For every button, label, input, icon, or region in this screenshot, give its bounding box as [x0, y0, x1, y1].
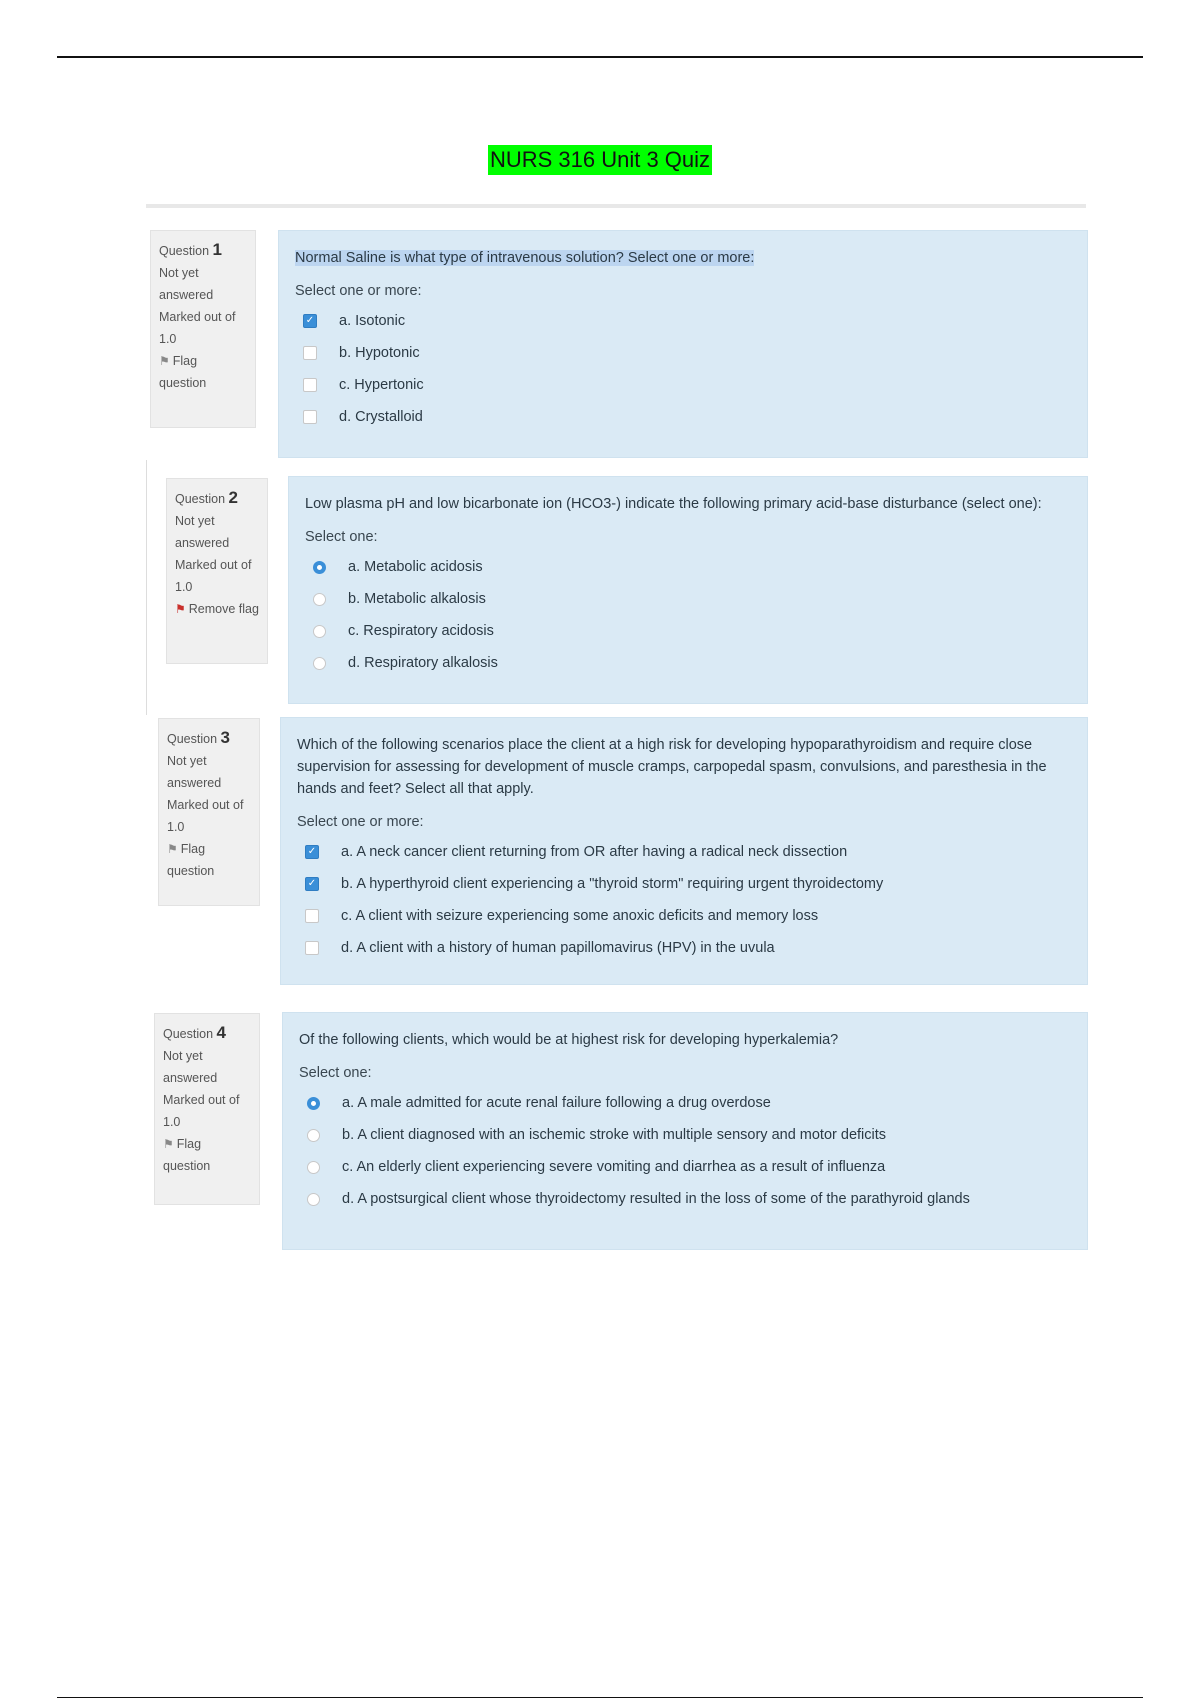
answer-option[interactable]: c. A client with seizure experiencing some anoxic deficits and memory loss — [297, 900, 1071, 932]
answer-option[interactable]: a. Metabolic acidosis — [305, 551, 1071, 583]
flag-icon: ⚑ — [175, 602, 186, 616]
question-text: Low plasma pH and low bicarbonate ion (HCO3-) indicate the following primary acid-base disturbance (select one): — [305, 496, 1042, 512]
question-info-1 — [150, 230, 256, 428]
question-number: Question 1 — [159, 240, 222, 259]
question-marked: Marked out of 1.0 — [167, 798, 244, 834]
remove-flag-link[interactable]: ⚑ Remove flag — [175, 602, 259, 616]
flag-icon: ⚑ — [167, 842, 178, 856]
question-status: Not yet answered — [159, 266, 214, 302]
radio-button[interactable] — [313, 657, 326, 670]
flag-icon: ⚑ — [159, 354, 170, 368]
answer-option[interactable]: d. Respiratory alkalosis — [305, 647, 1071, 679]
question-marked: Marked out of 1.0 — [163, 1093, 240, 1129]
flag-icon: ⚑ — [163, 1137, 174, 1151]
radio-button[interactable] — [313, 561, 326, 574]
answer-prompt: Select one or more: — [295, 283, 422, 299]
divider-line — [146, 460, 147, 715]
checkbox[interactable] — [303, 410, 317, 424]
question-text: Normal Saline is what type of intravenous solution? Select one or more: — [295, 250, 755, 266]
answer-option[interactable]: ✓ b. A hyperthyroid client experiencing a "thyroid storm" requiring urgent thyroidectomy — [297, 868, 1071, 900]
answer-option[interactable]: ✓ a. Isotonic — [295, 305, 1071, 337]
checkbox[interactable] — [305, 941, 319, 955]
question-number: Question 2 — [175, 488, 238, 507]
answer-option[interactable]: c. Hypertonic — [295, 369, 1071, 401]
radio-button[interactable] — [307, 1161, 320, 1174]
answer-option[interactable]: c. An elderly client experiencing severe vomiting and diarrhea as a result of influenza — [299, 1151, 1071, 1183]
question-card-1 — [278, 230, 1088, 458]
checkbox[interactable] — [303, 346, 317, 360]
question-number: Question 4 — [163, 1023, 226, 1042]
question-status: Not yet answered — [175, 514, 230, 550]
question-info-3 — [158, 718, 260, 906]
answer-option[interactable]: d. Crystalloid — [295, 401, 1071, 433]
radio-button[interactable] — [313, 625, 326, 638]
question-marked: Marked out of 1.0 — [159, 310, 236, 346]
answer-prompt: Select one: — [299, 1065, 372, 1081]
answer-option[interactable]: b. Metabolic alkalosis — [305, 583, 1071, 615]
radio-button[interactable] — [307, 1097, 320, 1110]
question-card-2 — [288, 476, 1088, 704]
answer-option[interactable]: d. A postsurgical client whose thyroidectomy resulted in the loss of some of the parathyroid glands — [299, 1183, 1071, 1215]
answer-option[interactable]: ✓ a. A neck cancer client returning from OR after having a radical neck dissection — [297, 836, 1071, 868]
answer-option[interactable]: a. A male admitted for acute renal failure following a drug overdose — [299, 1087, 1071, 1119]
radio-button[interactable] — [313, 593, 326, 606]
question-text: Which of the following scenarios place the client at a high risk for developing hypoparathyroidism and require close supervision for assessing for development of muscle cramps, carpopedal spasm, convulsions, and paresthesia in the hands and feet? Select all that apply. — [297, 737, 1047, 797]
question-info-2 — [166, 478, 268, 664]
question-text: Of the following clients, which would be at highest risk for developing hyperkalemia? — [299, 1032, 839, 1048]
answer-option[interactable]: b. Hypotonic — [295, 337, 1071, 369]
question-marked: Marked out of 1.0 — [175, 558, 252, 594]
answer-prompt: Select one: — [305, 529, 378, 545]
question-info-4 — [154, 1013, 260, 1205]
answer-option[interactable]: d. A client with a history of human papillomavirus (HPV) in the uvula — [297, 932, 1071, 964]
question-card-4 — [282, 1012, 1088, 1250]
answer-prompt: Select one or more: — [297, 814, 424, 830]
flag-question-link[interactable]: ⚑ Flag question — [167, 842, 215, 878]
question-number: Question 3 — [167, 728, 230, 747]
top-rule — [57, 56, 1143, 58]
checkbox[interactable]: ✓ — [305, 877, 319, 891]
answer-option[interactable]: c. Respiratory acidosis — [305, 615, 1071, 647]
checkbox[interactable] — [303, 378, 317, 392]
answer-option[interactable]: b. A client diagnosed with an ischemic stroke with multiple sensory and motor deficits — [299, 1119, 1071, 1151]
page-title: NURS 316 Unit 3 Quiz — [488, 145, 712, 175]
flag-question-link[interactable]: ⚑ Flag question — [163, 1137, 211, 1173]
radio-button[interactable] — [307, 1129, 320, 1142]
title-wrap — [0, 145, 1200, 175]
checkbox[interactable]: ✓ — [305, 845, 319, 859]
flag-question-link[interactable]: ⚑ Flag question — [159, 354, 207, 390]
question-status: Not yet answered — [163, 1049, 218, 1085]
question-status: Not yet answered — [167, 754, 222, 790]
question-card-3 — [280, 717, 1088, 985]
radio-button[interactable] — [307, 1193, 320, 1206]
header-separator — [146, 204, 1086, 208]
bottom-rule — [57, 1697, 1143, 1698]
checkbox[interactable]: ✓ — [303, 314, 317, 328]
checkbox[interactable] — [305, 909, 319, 923]
